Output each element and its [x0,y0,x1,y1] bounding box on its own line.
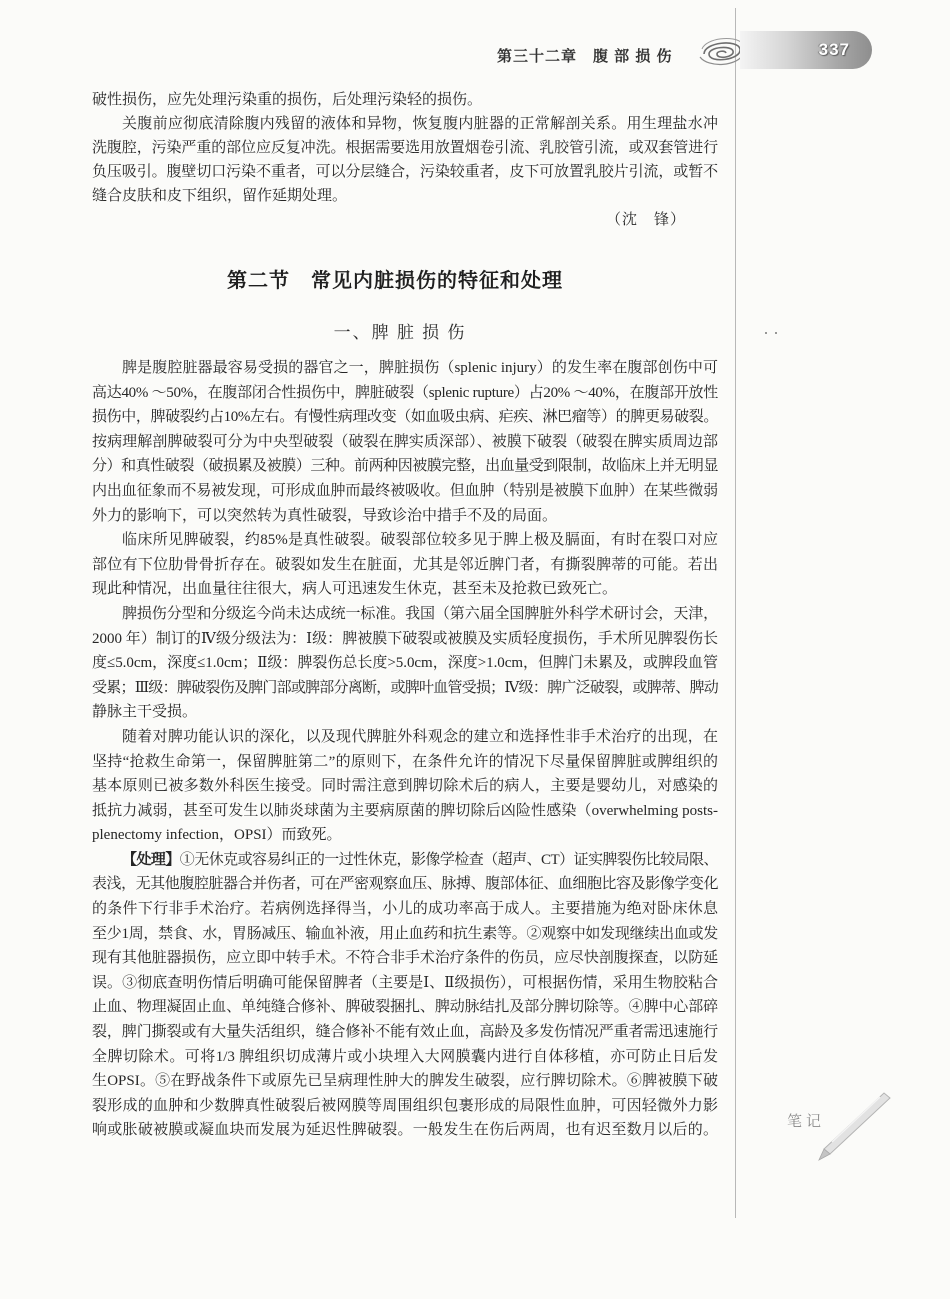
text-line: 破性损伤，应先处理污染重的损伤，后处理污染轻的损伤。 [92,92,483,108]
text-line: 洗腹腔，污染严重的部位应反复冲洗。根据需要选用放置烟卷引流、乳胶管引流，或双套管进行 [92,140,718,156]
text-line: 内出血征象而不易被发现，可形成血肿而最终被吸收。但血肿（特别是被膜下血肿）在某些微弱 [92,482,718,499]
text-line: 损伤中，脾破裂约占10%左右。有慢性病理改变（如血吸虫病、疟疾、淋巴瘤等）的脾更易破裂。 [92,409,718,426]
text-line: 脾损伤分型和分级迄今尚未达成统一标准。我国（第六届全国脾脏外科学术研讨会，天津， [122,605,718,622]
paragraph [92,602,718,725]
margin-rule [735,8,736,1218]
running-header [497,45,673,66]
chapter-label: 第三十二章 [497,48,578,65]
text-line: 2000 年）制订的Ⅳ级分级法为：Ⅰ级：脾被膜下破裂或被膜及实质轻度损伤，手术所见脾裂伤长 [92,630,718,647]
swirl-logo-icon [698,34,746,70]
text-line: 静脉主干受损。 [92,704,198,721]
intro-text [92,88,718,208]
margin-dot [775,332,777,334]
subsection-heading: 一、脾 脏 损 伤 [333,323,467,342]
text-line: 负压吸引。腹壁切口污染不重者，可以分层缝合，污染较重者，皮下可放置乳胶片引流，或暂不 [92,164,718,180]
paragraph [92,528,718,602]
text-line: 临床所见脾破裂，约85%是真性破裂。破裂部位较多见于脾上极及膈面，有时在裂口对应 [122,532,718,549]
treatment-label: 【处理】 [122,851,180,868]
paragraph [92,88,718,112]
chapter-title: 腹 部 损 伤 [593,48,673,65]
paragraph [92,848,718,1143]
text-line: 受累；Ⅲ级：脾破裂伤及脾门部或脾部分离断，或脾叶血管受损；Ⅳ级：脾广泛破裂，或脾蒂、脾动 [92,679,718,696]
text-line: 全脾切除术。可将1/3 脾组织切成薄片或小块埋入大网膜囊内进行自体移植，亦可防止日后发 [92,1048,718,1065]
text-line: 响或胀破被膜或凝血块而发展为延迟性脾破裂。一般发生在伤后两周，也有迟至数月以后的。 [92,1122,718,1139]
text-line: 抵抗力减弱，甚至可发生以肺炎球菌为主要病原菌的脾切除后凶险性感染（overwhelming posts- [92,802,718,819]
author-credit: （沈 锋） [606,212,687,228]
margin-dot [765,332,767,334]
paragraph [92,356,718,528]
text-line: 随着对脾功能认识的深化，以及现代脾脏外科观念的建立和选择性非手术治疗的出现，在 [122,728,718,745]
text-line: 外力的影响下，可以突然转为真性破裂，导致诊治中措手不及的局面。 [92,507,558,524]
text-line: 部位有下位肋骨骨折存在。破裂如发生在脏面，尤其是邻近脾门者，有撕裂脾蒂的可能。若出 [92,556,718,573]
text-line: 误。③彻底查明伤情后明确可能保留脾者（主要是Ⅰ、Ⅱ级损伤），可根据伤情，采用生物胶粘合 [92,974,718,991]
text-line: 生OPSI。⑤在野战条件下或原先已呈病理性肿大的脾发生破裂，应行脾切除术。⑥脾被膜下破 [92,1073,718,1090]
paragraph [92,112,718,208]
text-line: 裂形成的血肿和少数脾真性破裂后被网膜等周围组织包裹形成的局限性血肿，可因轻微外力影 [92,1097,718,1114]
text-line [92,848,718,873]
paragraph [92,725,718,848]
text-line: 的条件下行非手术治疗。若病例选择得当，小儿的成功率高于成人。主要措施为绝对卧床休息 [92,901,718,918]
text-line: 高达40% ～50%，在腹部闭合性损伤中，脾脏破裂（splenic rupture）占20% ～40%，在腹部开放性 [92,384,718,401]
page-number: 337 [818,40,850,59]
text-line: 关腹前应彻底清除腹内残留的液体和异物，恢复腹内脏器的正常解剖关系。用生理盐水冲 [122,116,718,132]
pen-icon [810,1085,900,1165]
text-line: 裂，脾门撕裂或有大量失活组织，缝合修补不能有效止血，高龄及多发伤情况严重者需迅速施行 [92,1024,718,1041]
page-number-tab [740,31,872,69]
body-text [92,356,718,1143]
text-line: 脾是腹腔脏器最容易受损的器官之一，脾脏损伤（splenic injury）的发生率在腹部创伤中可 [122,360,718,376]
text-line: 现此种情况，出血量往往很大，病人可迅速发生休克，甚至未及抢救已致死亡。 [92,581,618,598]
text-run: ①无休克或容易纠正的一过性休克，影像学检查（超声、CT）证实脾裂伤比较局限、 [179,851,718,868]
text-line: 表浅，无其他腹腔脏器合并伤者，可在严密观察血压、脉搏、腹部体征、血细胞比容及影像学变化 [92,876,718,893]
section-heading: 第二节 常见内脏损伤的特征和处理 [227,270,563,292]
text-line: 按病理解剖脾破裂可分为中央型破裂（破裂在脾实质深部）、被膜下破裂（破裂在脾实质周边部 [92,433,718,450]
notes-label: 笔记 [787,1114,826,1130]
text-line: 坚持“抢救生命第一，保留脾脏第二”的原则下，在条件允许的情况下尽量保留脾脏或脾组织的 [92,753,718,770]
text-line: 基本原则已被多数外科医生接受。同时需注意到脾切除术后的病人，主要是婴幼儿，对感染的 [92,778,718,795]
text-line: 度≤5.0cm，深度≤1.0cm；Ⅱ级：脾裂伤总长度>5.0cm，深度>1.0cm，但脾门未累及，或脾段血管 [92,655,718,672]
text-line: 现有其他脏器损伤，应立即中转手术。不符合非手术治疗条件的伤员，应尽快剖腹探查，以防延 [92,950,718,967]
text-line: 缝合皮肤和皮下组织，留作延期处理。 [92,188,348,204]
text-line: plenectomy infection，OPSI）而致死。 [92,827,342,844]
text-line: 至少1周，禁食、水，胃肠减压、输血补液，用止血药和抗生素等。②观察中如发现继续出血或发 [92,925,718,942]
text-line: 止血、物理凝固止血、单纯缝合修补、脾破裂捆扎、脾动脉结扎及部分脾切除等。④脾中心部碎 [92,999,718,1016]
text-line: 分）和真性破裂（破损累及被膜）三种。前两种因被膜完整，出血量受到限制，故临床上并无明显 [92,458,718,475]
